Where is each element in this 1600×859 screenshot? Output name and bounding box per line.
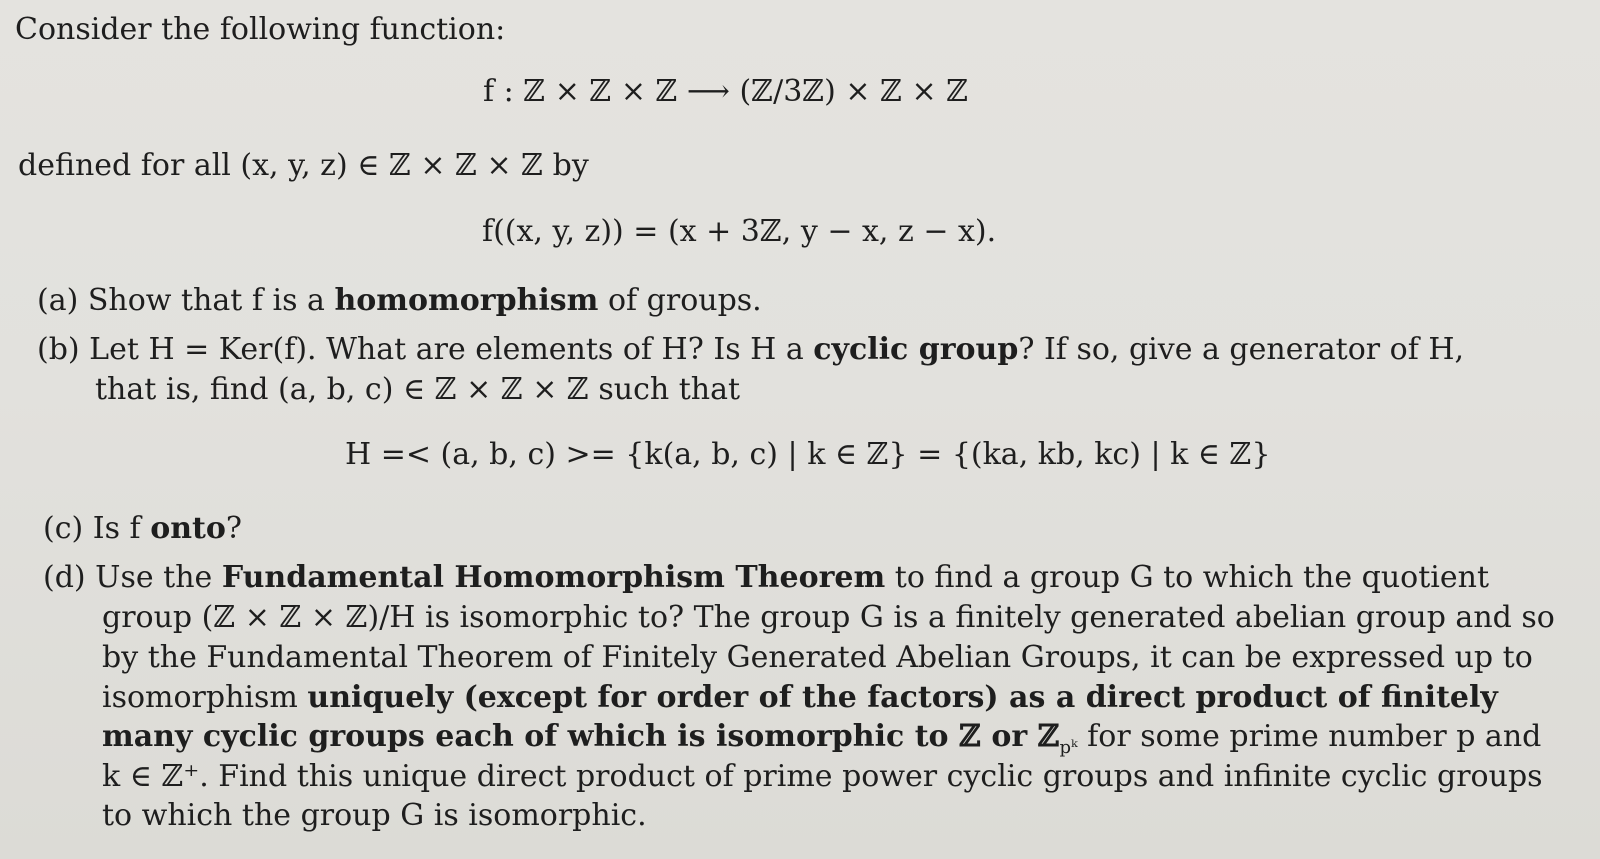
part-a [37,283,762,319]
part-c-bold: onto [150,511,226,546]
part-a-text-post: of groups. [607,283,762,318]
part-d-l1-bold: Fundamental Homomorphism Theorem [221,560,886,595]
function-definition: f : ℤ × ℤ × ℤ ⟶ (ℤ/3ℤ) × ℤ × ℤ [483,74,969,109]
part-d-l5-post: for some prime number p and [1087,719,1542,754]
part-d-line2: group (ℤ × ℤ × ℤ)/H is isomorphic to? The group G is a finitely generated abelian group and so [102,600,1555,635]
part-b-line1 [37,332,1464,368]
part-d-line7: to which the group G is isomorphic. [102,798,647,833]
part-d-l5-subscript: pᵏ [1059,737,1078,758]
part-d-label: (d) [43,560,86,595]
part-d-l4-bold: uniquely (except for order of the factors) as a direct product of finitely [307,680,1498,715]
part-c [43,511,242,547]
part-d-line3: by the Fundamental Theorem of Finitely Generated Abelian Groups, it can be expressed up to [102,640,1533,675]
defined-for-text: defined for all (x, y, z) ∈ ℤ × ℤ × ℤ by [18,148,589,183]
part-b-equation: H =< (a, b, c) >= {k(a, b, c) | k ∈ ℤ} = {(ka, kb, kc) | k ∈ ℤ} [345,437,1271,472]
part-c-label: (c) [43,511,84,546]
part-a-label: (a) [37,283,79,318]
part-a-bold: homomorphism [334,283,599,318]
part-d-l4-pre: isomorphism [102,680,298,715]
part-d-line6: k ∈ ℤ⁺. Find this unique direct product of prime power cyclic groups and infinite cyclic groups [102,759,1543,794]
part-d-l5-bold: many cyclic groups each of which is isomorphic to ℤ or ℤ [102,719,1060,754]
part-c-text-post: ? [225,511,242,546]
intro-text: Consider the following function: [15,12,506,47]
part-b-text-post: ? If so, give a generator of H, [1018,332,1465,367]
part-b-line2: that is, find (a, b, c) ∈ ℤ × ℤ × ℤ such that [95,372,741,407]
part-b-text-pre: Let H = Ker(f). What are elements of H? Is H a [89,332,804,367]
part-b-bold: cyclic group [813,332,1019,367]
function-formula: f((x, y, z)) = (x + 3ℤ, y − x, z − x). [482,214,997,249]
part-b-label: (b) [37,332,80,367]
part-d-l1-post: to find a group G to which the quotient [894,560,1490,595]
part-a-text-pre: Show that f is a [87,283,325,318]
part-d-line4 [102,680,1498,716]
part-d-line1 [43,560,1489,596]
part-d-l1-pre: Use the [95,560,213,595]
part-c-text-pre: Is f [92,511,141,546]
